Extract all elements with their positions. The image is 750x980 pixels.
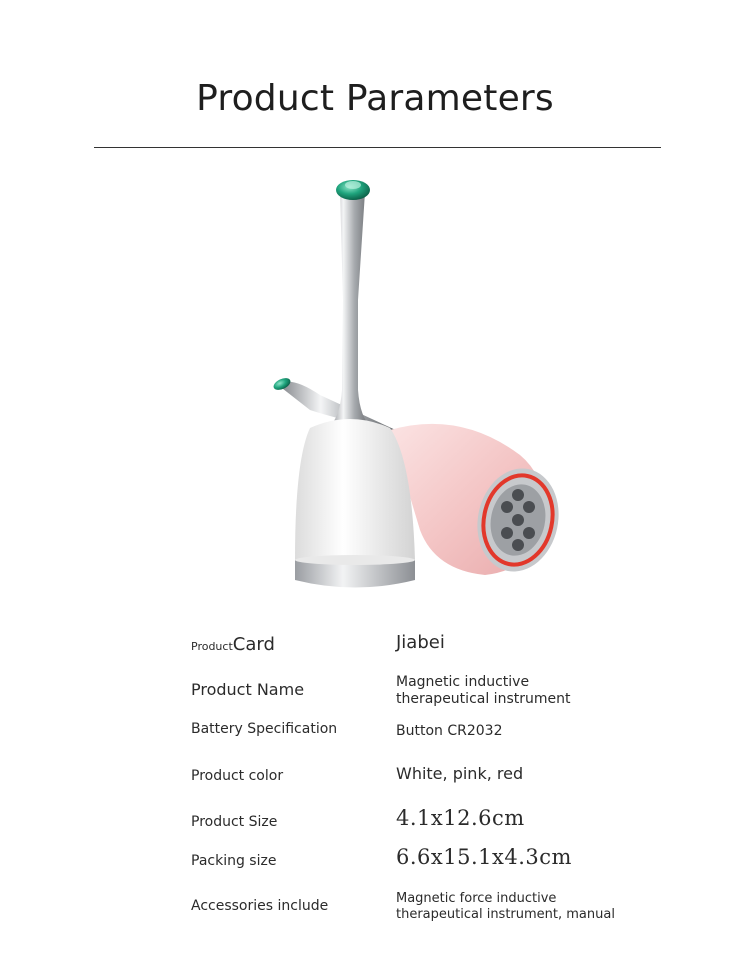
spec-label-accessories: Accessories include bbox=[191, 898, 329, 914]
title-divider bbox=[94, 147, 661, 148]
spec-label-card-prefix: Product bbox=[191, 640, 233, 653]
product-device-illustration bbox=[250, 170, 580, 610]
spec-label-color: Product color bbox=[191, 768, 284, 784]
spec-label-packing: Packing size bbox=[191, 853, 277, 869]
spec-label-name: Product Name bbox=[191, 680, 305, 699]
spec-label-battery: Battery Specification bbox=[191, 721, 338, 737]
spec-value-accessories bbox=[396, 891, 615, 923]
spec-value-color: White, pink, red bbox=[396, 764, 524, 783]
spec-value-accessories-line1: Magnetic force inductive bbox=[396, 891, 557, 906]
spec-value-size: 4.1x12.6cm bbox=[396, 806, 525, 830]
spec-value-packing: 6.6x15.1x4.3cm bbox=[396, 845, 572, 869]
white-device bbox=[295, 180, 415, 588]
spec-value-name bbox=[396, 674, 570, 708]
page-title: Product Parameters bbox=[196, 78, 554, 119]
spec-value-accessories-line2: therapeutical instrument, manual bbox=[396, 907, 615, 922]
spec-label-card bbox=[191, 634, 275, 655]
spec-value-name-line2: therapeutical instrument bbox=[396, 691, 571, 707]
spec-value-card: Jiabei bbox=[396, 632, 445, 653]
spec-value-name-line1: Magnetic inductive bbox=[396, 674, 530, 690]
spec-label-size: Product Size bbox=[191, 814, 278, 830]
spec-label-card-main: Card bbox=[232, 634, 275, 655]
spec-value-battery: Button CR2032 bbox=[396, 723, 503, 739]
